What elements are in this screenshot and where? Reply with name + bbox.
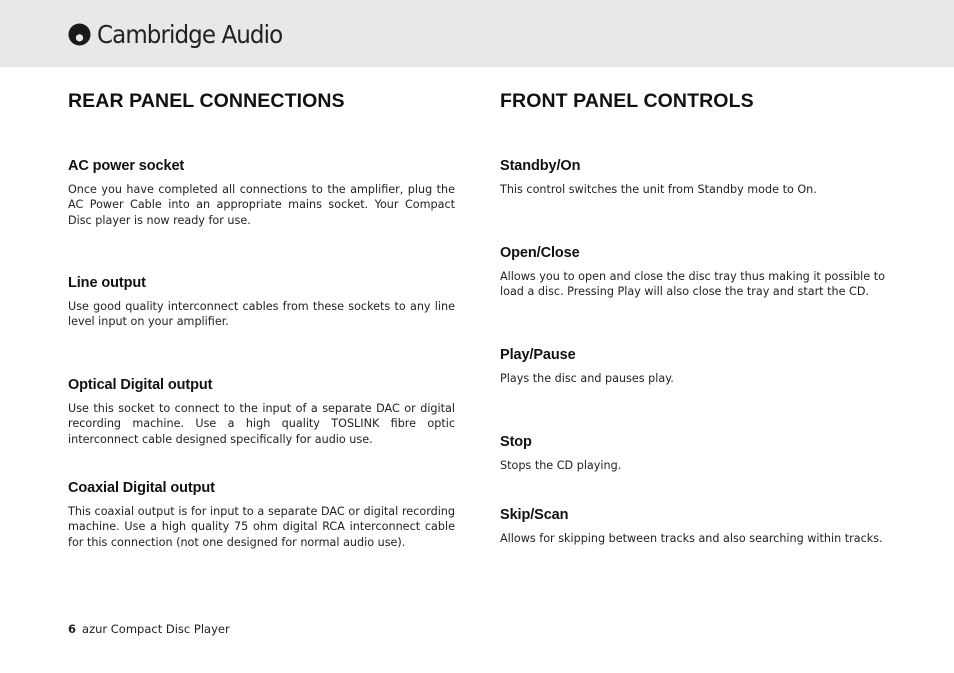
item-body: Once you have completed all connections to the amplifier, plug the AC Power Cable into an appropriate mains socket. Your Compact Disc player is now ready for use. [68,183,455,227]
page-number: 6 [68,622,77,636]
item-skip-scan [500,507,890,546]
item-body: Allows you to open and close the disc tray thus making it possible to load a disc. Pressing Play will also close the tray and start the CD. [500,270,885,299]
item-heading: AC power socket [68,158,185,174]
item-body: Use good quality interconnect cables from these sockets to any line level input on your amplifier. [68,300,455,329]
item-coaxial-digital-output [68,480,455,550]
rear-panel-title: REAR PANEL CONNECTIONS [68,90,345,112]
page-footer [68,622,230,636]
item-body: Stops the CD playing. [500,459,622,472]
brand-logo [68,20,298,49]
item-stop [500,434,890,473]
item-heading: Play/Pause [500,347,576,363]
document-title: azur Compact Disc Player [82,622,230,636]
item-body: Plays the disc and pauses play. [500,372,674,385]
item-ac-power-socket [68,158,455,228]
item-line-output [68,275,455,330]
item-body: Use this socket to connect to the input of a separate DAC or digital recording machine. Use a high quality TOSLINK fibre optic interconnect cable designed specifically for audio use. [68,402,455,446]
item-heading: Optical Digital output [68,377,213,393]
item-heading: Skip/Scan [500,507,569,523]
item-body: Allows for skipping between tracks and also searching within tracks. [500,532,883,545]
front-panel-title: FRONT PANEL CONTROLS [500,90,754,112]
item-open-close [500,245,890,300]
item-play-pause [500,347,890,386]
cambridge-audio-logo-icon [68,23,91,46]
item-optical-digital-output [68,377,455,447]
item-body: This control switches the unit from Standby mode to On. [500,183,817,196]
brand-name: Cambridge Audio [97,20,283,49]
item-heading: Standby/On [500,158,581,174]
item-standby-on [500,158,890,197]
item-heading: Stop [500,434,532,450]
item-heading: Open/Close [500,245,580,261]
item-body: This coaxial output is for input to a separate DAC or digital recording machine. Use a high quality 75 ohm digital RCA interconnect cable for this connection (not one designed for normal audio use). [68,505,455,549]
item-heading: Line output [68,275,146,291]
page-header [0,0,954,67]
item-heading: Coaxial Digital output [68,480,215,496]
